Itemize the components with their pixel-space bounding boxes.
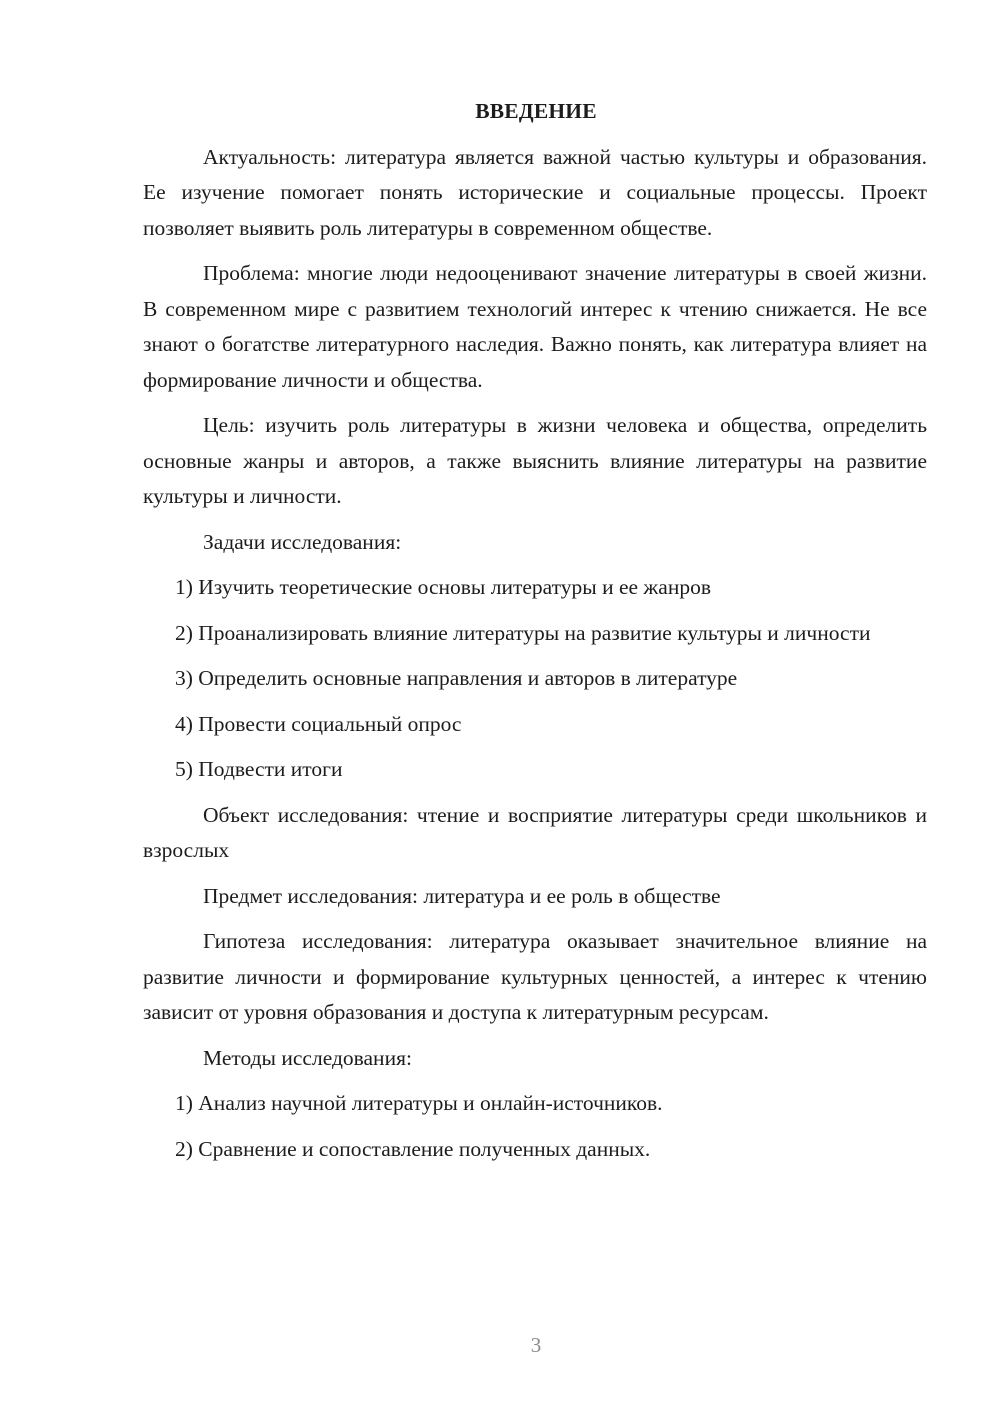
page-content [143,94,927,1167]
methods-heading: Методы исследования: [203,1045,412,1070]
task-item-1: 1) Изучить теоретические основы литературы и ее жанров [175,575,711,599]
method-item-1: 1) Анализ научной литературы и онлайн-источников. [175,1091,663,1115]
method-item-2: 2) Сравнение и сопоставление полученных данных. [175,1136,651,1161]
page-number: 3 [530,1333,542,1357]
paragraph-problem: Проблема: многие люди недооценивают значение литературы в своей жизни. В современном мире с развитием технологий интерес к чтению снижается. Не все знают о богатстве литературного наследия. Важно понять, как литература влияет на формирование личности и общества. [143,261,927,392]
task-item-2: 2) Проанализировать влияние литературы на развитие культуры и личности [175,620,871,645]
paragraph-goal: Цель: изучить роль литературы в жизни человека и общества, определить основные жанры и авторов, а также выяснить влияние литературы на развитие культуры и личности. [143,413,927,508]
paragraph-hypothesis: Гипотеза исследования: литература оказывает значительное влияние на развитие личности и формирование культурных ценностей, а интерес к чтению зависит от уровня образования и доступа к литературным ресурсам. [143,929,927,1024]
paragraph-relevance: Актуальность: литература является важной частью культуры и образования. Ее изучение помогает понять исторические и социальные процессы. Проект позволяет выявить роль литературы в современном обществе. [143,144,927,240]
section-title: ВВЕДЕНИЕ [475,99,597,123]
task-item-4: 4) Провести социальный опрос [175,711,462,736]
task-item-5: 5) Подвести итоги [175,757,343,781]
task-item-3: 3) Определить основные направления и авторов в литературе [175,666,738,690]
paragraph-object: Объект исследования: чтение и восприятие литературы среди школьников и взрослых [143,802,927,862]
tasks-heading: Задачи исследования: [203,529,402,554]
paragraph-subject: Предмет исследования: литература и ее роль в обществе [203,883,721,908]
